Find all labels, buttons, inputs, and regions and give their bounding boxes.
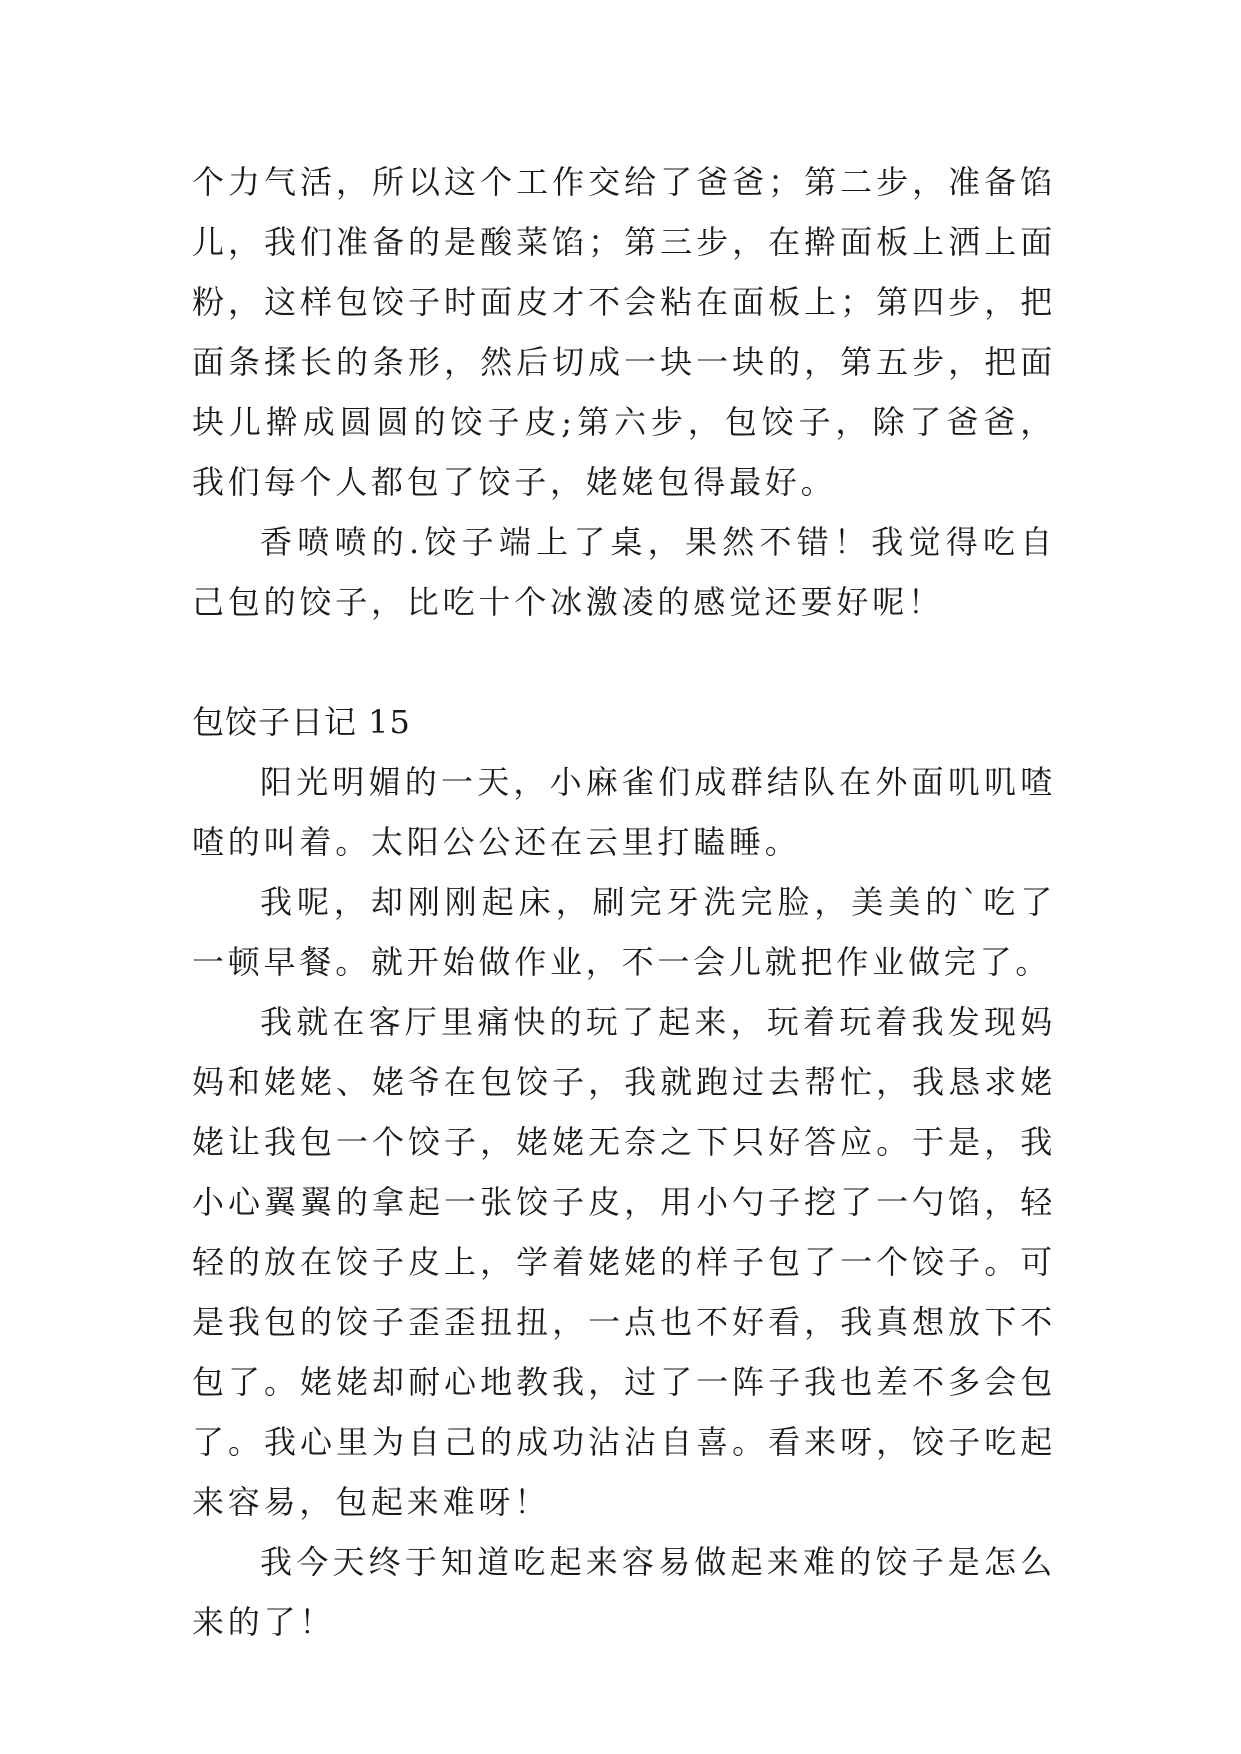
paragraph: 香喷喷的.饺子端上了桌，果然不错！我觉得吃自己包的饺子，比吃十个冰激凌的感觉还要好呢！ <box>192 523 1056 621</box>
paragraph: 阳光明媚的一天，小麻雀们成群结队在外面叽叽喳喳的叫着。太阳公公还在云里打瞌睡。 <box>192 763 1056 861</box>
paragraph: 我呢，却刚刚起床，刷完牙洗完脸，美美的`吃了一顿早餐。就开始做作业，不一会儿就把作业做完了。 <box>192 883 1056 981</box>
section-title: 包饺子日记 15 <box>192 703 411 741</box>
paragraph-continued: 个力气活，所以这个工作交给了爸爸；第二步，准备馅儿，我们准备的是酸菜馅；第三步，在擀面板上洒上面粉，这样包饺子时面皮才不会粘在面板上；第四步，把面条揉长的条形，然后切成一块一块的，第五步，把面块儿擀成圆圆的饺子皮;第六步，包饺子，除了爸爸，我们每个人都包了饺子，姥姥包得最好。 <box>192 163 1056 501</box>
document-page <box>192 152 1056 1652</box>
section-spacer <box>192 632 1056 692</box>
paragraph: 我就在客厅里痛快的玩了起来，玩着玩着我发现妈妈和姥姥、姥爷在包饺子，我就跑过去帮忙，我恳求姥姥让我包一个饺子，姥姥无奈之下只好答应。于是，我小心翼翼的拿起一张饺子皮，用小勺子挖了一勺馅，轻轻的放在饺子皮上，学着姥姥的样子包了一个饺子。可是我包的饺子歪歪扭扭，一点也不好看，我真想放下不包了。姥姥却耐心地教我，过了一阵子我也差不多会包了。我心里为自己的成功沾沾自喜。看来呀，饺子吃起来容易，包起来难呀！ <box>192 1003 1056 1521</box>
paragraph: 我今天终于知道吃起来容易做起来难的饺子是怎么来的了！ <box>192 1543 1056 1641</box>
